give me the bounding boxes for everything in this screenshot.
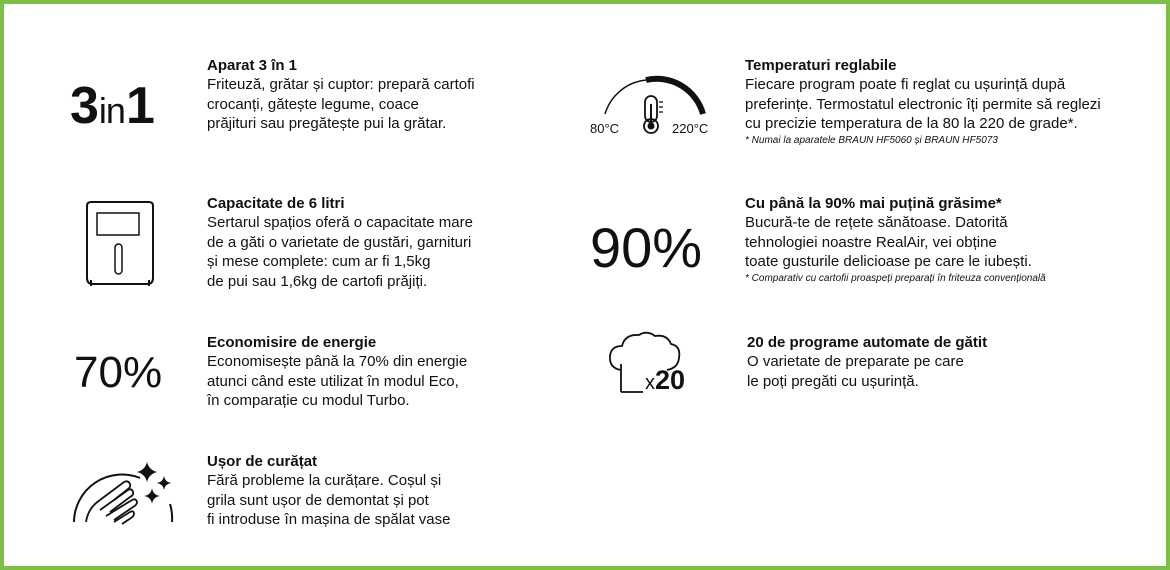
feature-programs xyxy=(747,333,987,391)
feature-cleaning xyxy=(207,452,450,530)
feature-line: Fără probleme la curățare. Coșul și xyxy=(207,472,442,489)
temp-min-label: 80°C xyxy=(590,121,620,136)
feature-line: Sertarul spațios oferă o capacitate mare xyxy=(207,214,473,231)
feature-title: Ușor de curățat xyxy=(207,453,318,470)
feature-title: 20 de programe automate de gătit xyxy=(747,334,988,351)
feature-line: de a găti o varietate de gustări, garnituri xyxy=(207,233,472,251)
feature-footnote: * Numai la aparatele BRAUN HF5060 și BRAUN HF5073 xyxy=(745,134,998,146)
feature-line: cu precizie temperatura de la 80 la 220 de grade*. xyxy=(745,115,1078,132)
feature-line: Bucură-te de rețete sănătoase. Datorită xyxy=(745,214,1008,231)
clean-hand-sparkle-icon xyxy=(70,458,180,530)
feature-line: prăjituri sau pregătește pui la grătar. xyxy=(207,115,447,132)
feature-line: O varietate de preparate pe care xyxy=(747,353,964,370)
feature-line: Friteuză, grătar și cuptor: prepară cartofi xyxy=(207,76,475,93)
thermometer-gauge-icon xyxy=(588,70,718,138)
air-fryer-icon xyxy=(85,200,155,288)
feature-line: grila sunt ușor de demontat și pot xyxy=(207,491,429,509)
feature-line: de pui sau 1,6kg de cartofi prăjiți. xyxy=(207,272,428,290)
energy-percent-icon: 70% xyxy=(74,348,163,397)
program-count-icon: x20 xyxy=(645,365,686,395)
feature-footnote: * Comparativ cu cartofii proaspeți preparați în friteuza convențională xyxy=(745,272,1046,284)
feature-line: atunci când este utilizat în modul Eco, xyxy=(207,372,459,390)
feature-title: Aparat 3 în 1 xyxy=(207,57,298,74)
feature-line: le poți pregăti cu ușurință. xyxy=(747,372,919,390)
feature-line: Economisește până la 70% din energie xyxy=(207,353,468,370)
feature-title: Temperaturi reglabile xyxy=(745,57,897,74)
feature-line: în comparație cu modul Turbo. xyxy=(207,392,410,409)
feature-title: Cu până la 90% mai puțină grăsime* xyxy=(745,195,1002,212)
fat-percent-icon: 90% xyxy=(590,216,703,279)
feature-line: Fiecare program poate fi reglat cu ușurință după xyxy=(745,76,1066,93)
feature-line: preferințe. Termostatul electronic îți permite să reglezi xyxy=(745,95,1101,113)
feature-line: fi introduse în mașina de spălat vase xyxy=(207,511,451,528)
temp-max-label: 220°C xyxy=(672,121,709,136)
feature-3in1 xyxy=(207,56,475,134)
feature-title: Capacitate de 6 litri xyxy=(207,195,345,212)
feature-temperature xyxy=(745,56,1101,147)
feature-energy xyxy=(207,333,467,411)
feature-capacity xyxy=(207,194,473,291)
feature-line: tehnologiei noastre RealAir, vei obține xyxy=(745,233,997,251)
feature-line: toate gusturile delicioase pe care le iubești. xyxy=(745,253,1032,270)
feature-title: Economisire de energie xyxy=(207,334,377,351)
feature-line: și mese complete: cum ar fi 1,5kg xyxy=(207,253,431,270)
feature-line: crocanți, gătește legume, coace xyxy=(207,95,419,113)
3in1-icon: 3in1 xyxy=(70,77,154,135)
feature-fat xyxy=(745,194,1046,285)
